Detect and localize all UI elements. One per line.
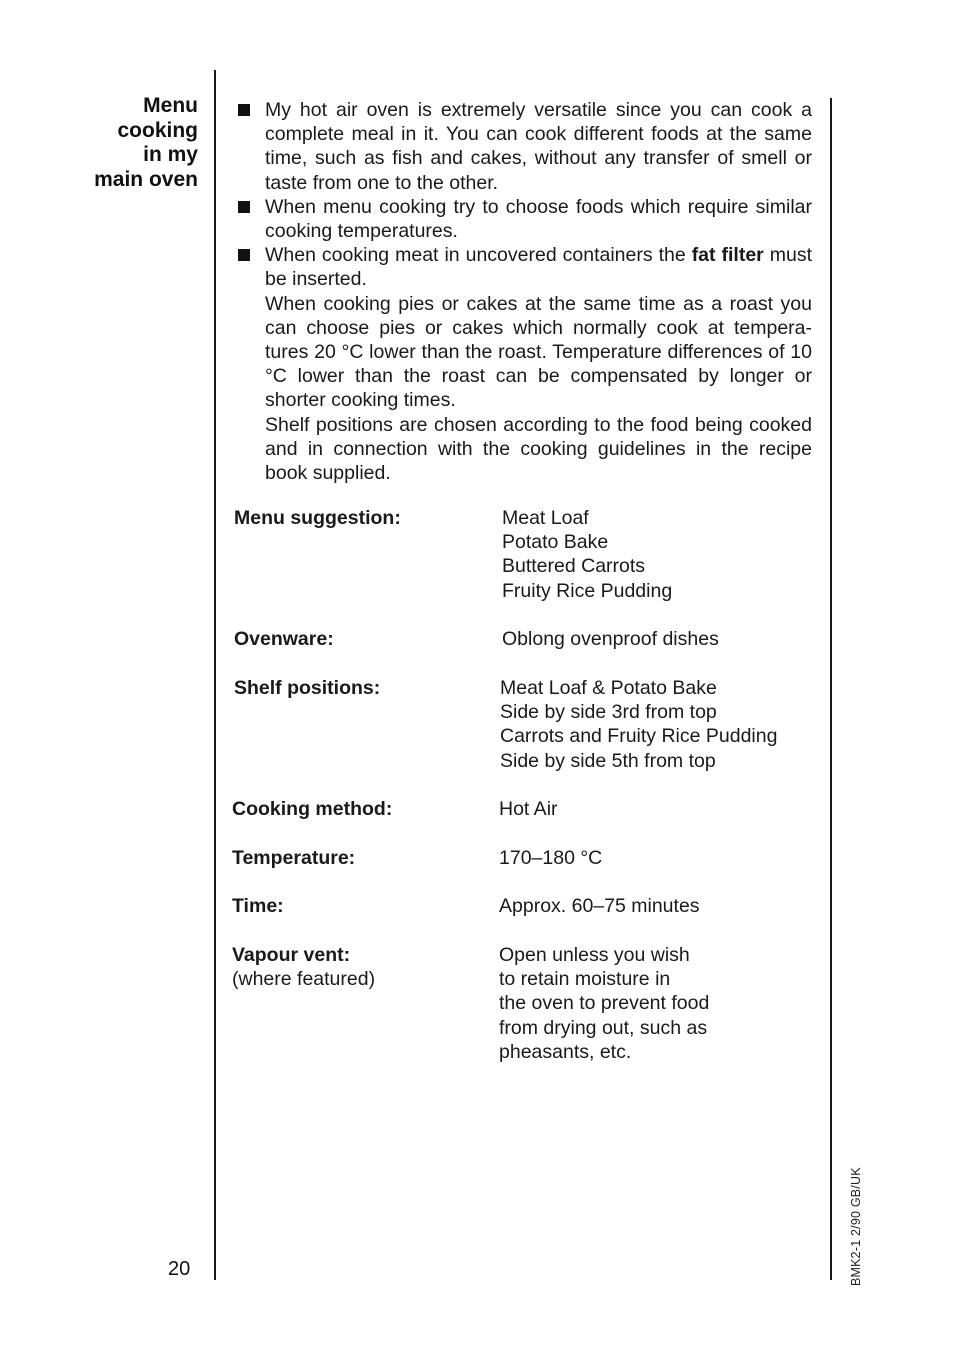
heading-line: cooking bbox=[117, 118, 198, 142]
bullet-item bbox=[238, 243, 812, 291]
spec-label: Cooking method: bbox=[232, 798, 393, 820]
spec-label: Shelf positions: bbox=[234, 677, 381, 699]
square-bullet-icon bbox=[238, 249, 250, 261]
document-code: BMK2-1 2/90 GB/UK bbox=[849, 1167, 863, 1286]
right-margin-rule bbox=[830, 98, 832, 1280]
spec-value: 170–180 °C bbox=[499, 847, 603, 869]
spec-label bbox=[232, 943, 492, 991]
spec-label: Temperature: bbox=[232, 847, 356, 869]
bullet-text: My hot air oven is extremely versatile since you can cook a complete meal in it. You can cook different foods at the same time, such as fish and cakes, without any transfer of smell or taste from one to the other. bbox=[265, 99, 812, 194]
spec-value bbox=[500, 676, 820, 773]
fat-filter-term: fat filter bbox=[691, 244, 764, 267]
vent-line: pheasants, etc. bbox=[499, 1040, 632, 1063]
vent-line: Open unless you wish bbox=[499, 944, 690, 966]
spec-label-text: Vapour vent: bbox=[232, 944, 351, 966]
square-bullet-icon bbox=[238, 104, 250, 116]
square-bullet-icon bbox=[238, 201, 250, 213]
left-margin-rule bbox=[214, 70, 216, 1280]
vent-line: from drying out, such as bbox=[499, 1016, 708, 1039]
spec-value bbox=[502, 506, 822, 603]
paragraph: When cooking pies or cakes at the same time as a roast you can choose pies or cakes which normally cook at tempera-tures 20 °C lower than the roast. Temperature differences of 10 °C lower than the roast can be compensated by longer or shorter cooking times. bbox=[265, 292, 812, 412]
shelf-line: Side by side 3rd from top bbox=[500, 701, 717, 724]
section-heading bbox=[60, 94, 198, 192]
bullet-item bbox=[238, 195, 812, 243]
menu-item: Fruity Rice Pudding bbox=[502, 579, 673, 602]
vent-line: the oven to prevent food bbox=[499, 992, 710, 1015]
bullet-text: When menu cooking try to choose foods which require similar cooking temperatures. bbox=[265, 195, 812, 243]
paragraph: Shelf positions are chosen according to the food being cooked and in connection with the cooking guidelines in the recipe book supplied. bbox=[265, 413, 812, 485]
spec-value bbox=[499, 943, 819, 1064]
spec-label: Time: bbox=[232, 895, 284, 917]
shelf-line: Meat Loaf & Potato Bake bbox=[500, 677, 717, 699]
bullet-text-part: must be inserted. bbox=[265, 244, 813, 291]
heading-line: Menu bbox=[143, 94, 198, 117]
spec-value: Approx. 60–75 minutes bbox=[499, 895, 700, 917]
bullet-item bbox=[238, 98, 812, 195]
page-number: 20 bbox=[168, 1258, 191, 1280]
bullet-text bbox=[265, 243, 812, 291]
heading-line: in my bbox=[143, 143, 198, 166]
spec-label: Menu suggestion: bbox=[234, 507, 401, 529]
menu-item: Potato Bake bbox=[502, 531, 609, 554]
spec-label-note: (where featured) bbox=[232, 968, 376, 991]
bullet-text-part: When cooking meat in uncovered containers the bbox=[265, 244, 686, 267]
menu-item: Meat Loaf bbox=[502, 507, 589, 529]
menu-item: Buttered Carrots bbox=[502, 555, 646, 578]
spec-label: Ovenware: bbox=[234, 628, 334, 650]
vent-line: to retain moisture in bbox=[499, 968, 671, 991]
shelf-line: Side by side 5th from top bbox=[500, 749, 716, 772]
spec-value: Oblong ovenproof dishes bbox=[502, 628, 719, 650]
intro-text bbox=[238, 98, 812, 485]
heading-line: main oven bbox=[94, 167, 198, 191]
shelf-line: Carrots and Fruity Rice Pudding bbox=[500, 725, 778, 748]
spec-value: Hot Air bbox=[499, 798, 558, 820]
